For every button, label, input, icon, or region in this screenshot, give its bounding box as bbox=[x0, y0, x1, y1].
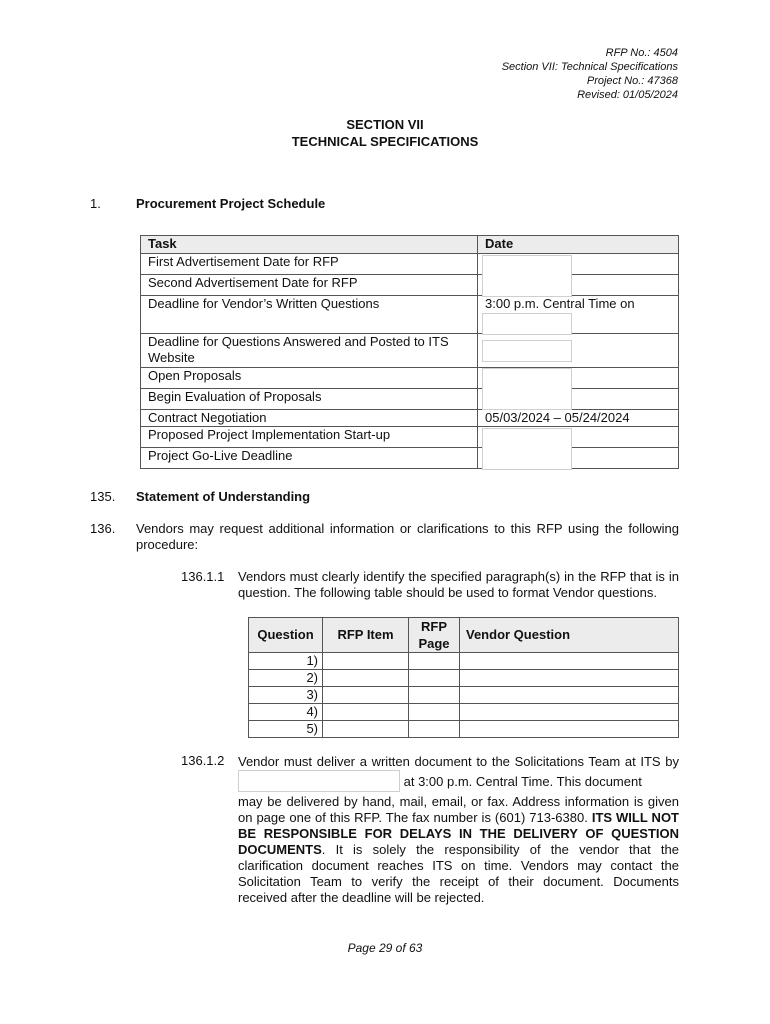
schedule-date-cell bbox=[478, 410, 679, 427]
rfp-item-cell[interactable] bbox=[323, 704, 409, 721]
question-number: 3) bbox=[249, 687, 323, 704]
item-136-1-2-text-c: may be delivered by hand, mail, email, or fax. Address information is given on page one of this RFP. The fax number is (601) 713-6380. bbox=[238, 794, 679, 825]
vendor-question-cell[interactable] bbox=[460, 653, 679, 670]
schedule-row bbox=[141, 275, 679, 296]
written-questions-date-field[interactable] bbox=[482, 313, 572, 335]
title-line-1: SECTION VII bbox=[346, 117, 424, 132]
schedule-date-cell bbox=[478, 296, 679, 334]
project-number: Project No.: 47368 bbox=[586, 75, 678, 87]
item-136-1-2-text-a: Vendor must deliver a written document to the Solicitations Team at ITS by bbox=[238, 754, 679, 769]
schedule-task: Project Go-Live Deadline bbox=[141, 448, 478, 469]
section-136-number: 136. bbox=[90, 521, 116, 536]
rfp-page-cell[interactable] bbox=[409, 687, 460, 704]
schedule-row bbox=[141, 389, 679, 410]
rfp-page-cell[interactable] bbox=[409, 721, 460, 738]
schedule-row bbox=[141, 254, 679, 275]
questions-answered-date-field[interactable] bbox=[482, 340, 572, 362]
vendor-question-row bbox=[249, 670, 679, 687]
question-number: 4) bbox=[249, 704, 323, 721]
question-number: 2) bbox=[249, 670, 323, 687]
question-number: 1) bbox=[249, 653, 323, 670]
rfp-page-cell[interactable] bbox=[409, 704, 460, 721]
section-135-heading: Statement of Understanding bbox=[136, 489, 311, 504]
schedule-task: Open Proposals bbox=[141, 368, 478, 389]
schedule-date-cell bbox=[478, 275, 679, 296]
item-136-1-1-number: 136.1.1 bbox=[181, 569, 225, 584]
schedule-date: 05/03/2024 – 05/24/2024 bbox=[485, 410, 630, 425]
rfp-item-cell[interactable] bbox=[323, 670, 409, 687]
schedule-row bbox=[141, 427, 679, 448]
schedule-date-cell bbox=[478, 427, 679, 448]
vendor-question-header-row bbox=[249, 618, 679, 653]
section-1-number: 1. bbox=[90, 196, 101, 211]
question-deadline-field[interactable] bbox=[238, 770, 400, 792]
schedule-date-cell bbox=[478, 389, 679, 410]
schedule-date-cell bbox=[478, 368, 679, 389]
header-rfp-page: RFP Page bbox=[409, 618, 460, 653]
rfp-page-cell[interactable] bbox=[409, 653, 460, 670]
section-label: Section VII: Technical Specifications bbox=[501, 61, 678, 73]
item-136-1-2-body bbox=[238, 794, 679, 906]
schedule-table bbox=[140, 235, 679, 469]
schedule-task: Contract Negotiation bbox=[141, 410, 478, 427]
schedule-task: Proposed Project Implementation Start-up bbox=[141, 427, 478, 448]
schedule-date-cell bbox=[478, 334, 679, 368]
page-number: Page 29 of 63 bbox=[347, 941, 423, 955]
rfp-item-cell[interactable] bbox=[323, 653, 409, 670]
header-vendor-question: Vendor Question bbox=[460, 618, 679, 653]
schedule-task: Second Advertisement Date for RFP bbox=[141, 275, 478, 296]
item-136-1-2-number: 136.1.2 bbox=[181, 753, 225, 768]
rfp-item-cell[interactable] bbox=[323, 721, 409, 738]
item-136-1-2-bold: ITS WILL NOT BE RESPONSIBLE FOR DELAYS IN THE DELIVERY OF QUESTION DOCUMENTS bbox=[238, 810, 679, 857]
header-question: Question bbox=[249, 618, 323, 653]
question-number: 5) bbox=[249, 721, 323, 738]
schedule-task: Deadline for Questions Answered and Posted to ITS Website bbox=[141, 334, 478, 368]
schedule-date-cell bbox=[478, 448, 679, 469]
schedule-row bbox=[141, 448, 679, 469]
document-header bbox=[502, 46, 678, 102]
vendor-question-row bbox=[249, 704, 679, 721]
revised-date: Revised: 01/05/2024 bbox=[577, 89, 678, 101]
schedule-header-date: Date bbox=[478, 236, 679, 254]
rfp-page-cell[interactable] bbox=[409, 670, 460, 687]
vendor-question-row bbox=[249, 687, 679, 704]
rfp-number: RFP No.: 4504 bbox=[605, 47, 678, 59]
schedule-row bbox=[141, 334, 679, 368]
schedule-task: Begin Evaluation of Proposals bbox=[141, 389, 478, 410]
section-136-text: Vendors may request additional information or clarifications to this RFP using the following procedure: bbox=[136, 521, 679, 552]
schedule-header-row bbox=[141, 236, 679, 254]
schedule-date-cell bbox=[478, 254, 679, 275]
item-136-1-1-text: Vendors must clearly identify the specified paragraph(s) in the RFP that is in question. The following table should be used to format Vendor questions. bbox=[238, 569, 679, 600]
schedule-date: 3:00 p.m. Central Time on bbox=[485, 296, 635, 311]
vendor-question-cell[interactable] bbox=[460, 704, 679, 721]
vendor-question-cell[interactable] bbox=[460, 687, 679, 704]
schedule-row bbox=[141, 296, 679, 334]
vendor-question-cell[interactable] bbox=[460, 670, 679, 687]
section-135-number: 135. bbox=[90, 489, 116, 504]
section-1-heading: Procurement Project Schedule bbox=[136, 196, 326, 211]
item-136-1-2-text-d: . It is solely the responsibility of the vendor that the clarification document reaches ITS on time. Vendors may contact the Solicitation Team to verify the receipt of their document. Documents received after the deadline will be rejected. bbox=[238, 842, 679, 905]
schedule-task: First Advertisement Date for RFP bbox=[141, 254, 478, 275]
schedule-row bbox=[141, 410, 679, 427]
header-rfp-item: RFP Item bbox=[323, 618, 409, 653]
vendor-question-cell[interactable] bbox=[460, 721, 679, 738]
schedule-task: Deadline for Vendor’s Written Questions bbox=[141, 296, 478, 334]
item-136-1-2-first-lines bbox=[238, 753, 679, 792]
schedule-header-task: Task bbox=[141, 236, 478, 254]
rfp-item-cell[interactable] bbox=[323, 687, 409, 704]
schedule-row bbox=[141, 368, 679, 389]
vendor-question-row bbox=[249, 653, 679, 670]
vendor-question-table bbox=[248, 617, 679, 738]
item-136-1-2-text-b: at 3:00 p.m. Central Time. This document bbox=[403, 774, 642, 789]
vendor-question-row bbox=[249, 721, 679, 738]
page-title bbox=[0, 116, 770, 150]
title-line-2: TECHNICAL SPECIFICATIONS bbox=[291, 134, 479, 149]
